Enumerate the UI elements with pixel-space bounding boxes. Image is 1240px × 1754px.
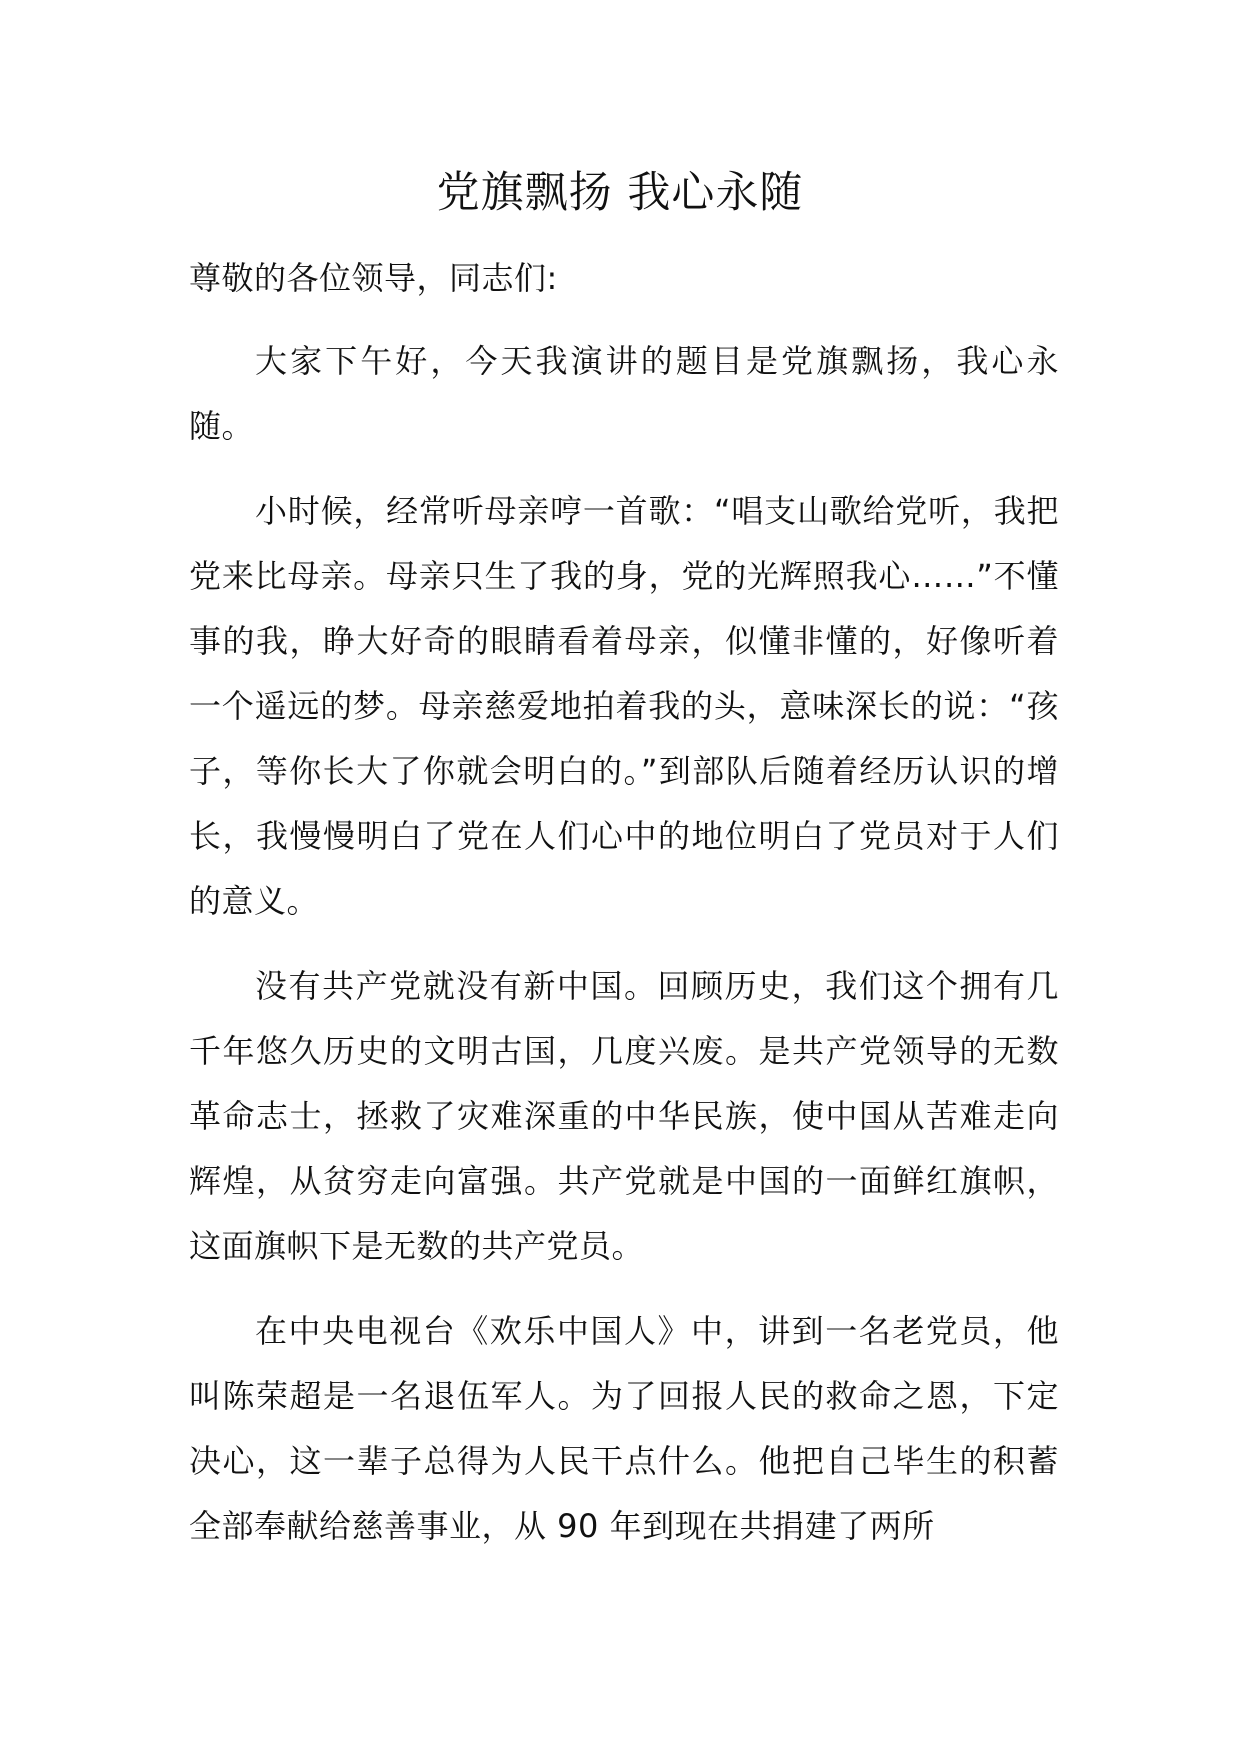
salutation: 尊敬的各位领导，同志们: [189, 259, 558, 297]
document-body [189, 247, 1059, 1579]
paragraph-3: 没有共产党就没有新中国。回顾历史，我们这个拥有几千年悠久历史的文明古国，几度兴废。是共产党领导的无数革命志士，拯救了灾难深重的中华民族，使中国从苦难走向辉煌，从贫穷走向富强。共产党就是中国的一面鲜红旗帜，这面旗帜下是无数的共产党员。 [189, 967, 1059, 1265]
document-title: 党旗飘扬 我心永随 [436, 168, 804, 218]
paragraph-1: 大家下午好，今天我演讲的题目是党旗飘扬，我心永随。 [189, 342, 1059, 445]
paragraph-2: 小时候，经常听母亲哼一首歌：“唱支山歌给党听，我把党来比母亲。母亲只生了我的身，党的光辉照我心……”不懂事的我，睁大好奇的眼睛看着母亲，似懂非懂的，好像听着一个遥远的梦。母亲慈爱地拍着我的头，意味深长的说：“孩子，等你长大了你就会明白的。”到部队后随着经历认识的增长，我慢慢明白了党在人们心中的地位明白了党员对于人们的意义。 [189, 492, 1059, 920]
paragraph-4: 在中央电视台《欢乐中国人》中，讲到一名老党员，他叫陈荣超是一名退伍军人。为了回报人民的救命之恩，下定决心，这一辈子总得为人民干点什么。他把自己毕生的积蓄全部奉献给慈善事业，从 90 年到现在共捐建了两所 [189, 1312, 1059, 1545]
